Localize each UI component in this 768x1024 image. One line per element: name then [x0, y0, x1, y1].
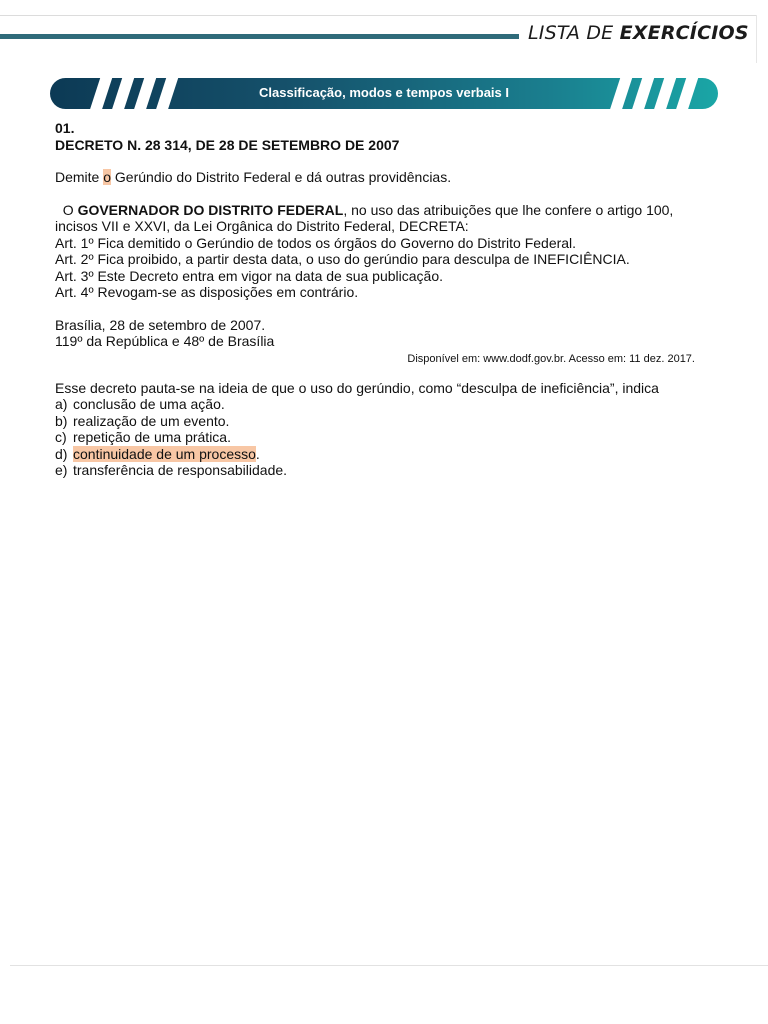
option-b[interactable] — [55, 413, 715, 430]
header-title-light: LISTA DE — [528, 22, 620, 44]
intro-pre: O — [55, 201, 78, 218]
question-number: 01. — [55, 120, 75, 136]
summary-post: Gerúndio do Distrito Federal e dá outras providências. — [111, 169, 452, 185]
question-block — [55, 120, 715, 479]
banner-title: Classificação, modos e tempos verbais I — [259, 85, 509, 100]
option-text: transferência de responsabilidade. — [73, 462, 288, 478]
option-letter: c) — [55, 429, 67, 445]
top-border — [0, 15, 756, 16]
article-3: Art. 3º Este Decreto entra em vigor na data de sua publicação. — [55, 267, 443, 284]
bottom-border — [10, 965, 768, 966]
option-a[interactable] — [55, 396, 715, 413]
option-letter: a) — [55, 396, 68, 412]
republic-year: 119º da República e 48º de Brasília — [55, 333, 275, 349]
option-e[interactable] — [55, 462, 715, 479]
article-4: Art. 4º Revogam-se as disposições em contrário. — [55, 284, 359, 300]
option-c[interactable] — [55, 429, 715, 446]
option-text: repetição de uma prática. — [73, 429, 231, 445]
place-date: Brasília, 28 de setembro de 2007. — [55, 316, 266, 333]
article-2: Art. 2º Fica proibido, a partir desta data, o uso do gerúndio para desculpa de INEFICIÊNCIA. — [55, 251, 630, 267]
option-text: realização de um evento. — [73, 412, 230, 429]
option-text: conclusão de uma ação. — [73, 396, 225, 412]
right-border — [756, 15, 757, 63]
intro-bold: GOVERNADOR DO DISTRITO FEDERAL — [77, 201, 344, 218]
summary-highlight: o — [103, 169, 112, 185]
header-rule — [0, 34, 519, 39]
section-banner — [50, 78, 718, 109]
header-title — [528, 22, 749, 44]
option-letter: b) — [55, 412, 68, 429]
source-citation: Disponível em: www.dodf.gov.br. Acesso em: 11 dez. 2017. — [407, 352, 695, 365]
article-1: Art. 1º Fica demitido o Gerúndio de todos os órgãos do Governo do Distrito Federal. — [55, 234, 577, 251]
option-letter: e) — [55, 462, 68, 478]
decree-summary — [55, 169, 715, 186]
option-letter: d) — [55, 445, 68, 462]
question-prompt: Esse decreto pauta-se na ideia de que o uso do gerúndio, como “desculpa de ineficiência”, indica — [55, 379, 659, 396]
option-d[interactable] — [55, 446, 715, 463]
decree-intro — [55, 202, 715, 235]
header-title-bold: EXERCÍCIOS — [619, 22, 749, 44]
intro-post: , no uso das atribuições que lhe confere o artigo 100, incisos VII e XXVI, da Lei Orgânica do Distrito Federal, DECRETA: — [55, 201, 678, 234]
option-tail: . — [255, 445, 260, 462]
summary-pre: Demite — [55, 169, 104, 185]
option-text-highlighted: continuidade de um processo — [73, 445, 256, 462]
decree-title: DECRETO N. 28 314, DE 28 DE SETEMBRO DE 2007 — [55, 136, 400, 153]
